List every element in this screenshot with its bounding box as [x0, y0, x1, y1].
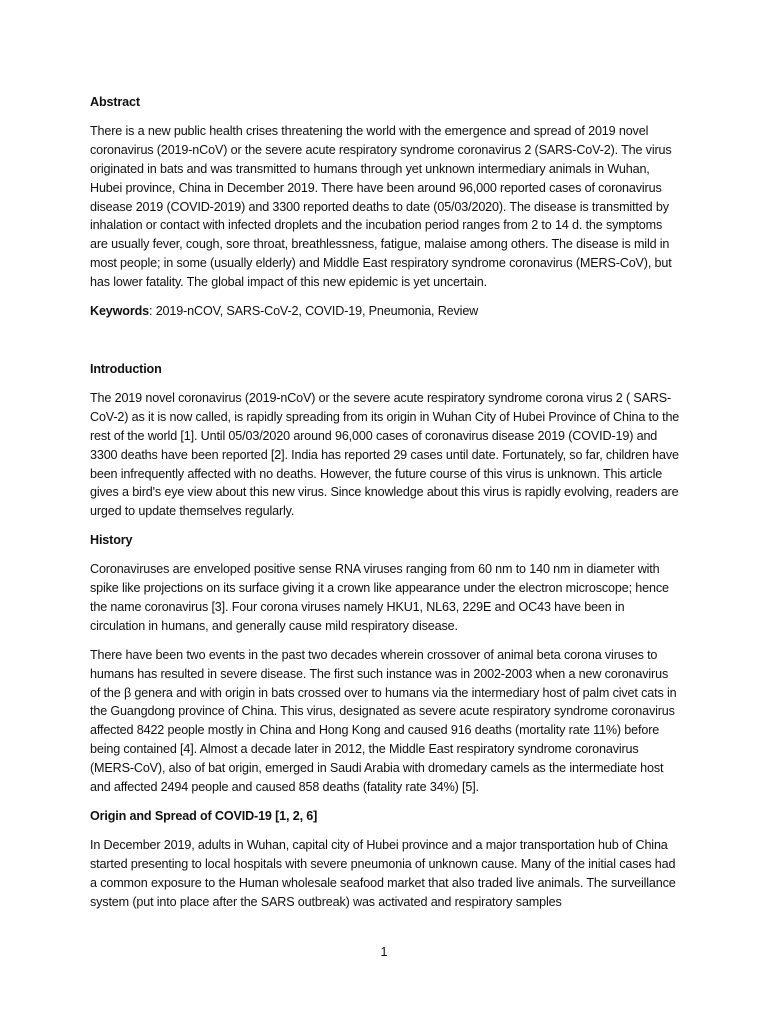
keywords-text: 2019-nCOV, SARS-CoV-2, COVID-19, Pneumonia, Review — [155, 304, 479, 319]
history-paragraph-2: There have been two events in the past two decades wherein crossover of animal beta corona viruses to humans has resulted in severe disease. The first such instance was in 2002-2003 when a new coronavirus of the β genera and with origin in bats crossed over to humans via the intermediary host of palm civet cats in the Guangdong province of China. This virus, designated as severe acute respiratory syndrome coronavirus affected 8422 people mostly in China and Hong Kong and caused 916 deaths (mortality rate 11%) before being contained [4]. Almost a decade later in 2012, the Middle East respiratory syndrome coronavirus (MERS-CoV), also of bat origin, emerged in Saudi Arabia with dromedary camels as the intermediate host and affected 2494 people and caused 858 deaths (fatality rate 34%) [5]. — [90, 647, 677, 795]
introduction-text: The 2019 novel coronavirus (2019-nCoV) or the severe acute respiratory syndrome corona virus 2 ( SARS-CoV-2) as it is now called, is rapidly spreading from its origin in Wuhan City of Hubei Province of China to the rest of the world [1]. Until 05/03/2020 around 96,000 cases of coronavirus disease 2019 (COVID-19) and 3300 deaths have been reported [2]. India has reported 29 cases until date. Fortunately, so far, children have been infrequently affected with no deaths. However, the future course of this virus is unknown. This article gives a bird's eye view about this new virus. Since knowledge about this virus is rapidly evolving, readers are urged to update themselves regularly. — [90, 390, 680, 519]
abstract-text: There is a new public health crises threatening the world with the emergence and spread of 2019 novel coronavirus (2019-nCoV) or the severe acute respiratory syndrome coronavirus 2 (SARS-CoV-2). The virus originated in bats and was transmitted to humans through yet unknown intermediary animals in Wuhan, Hubei province, China in December 2019. There have been around 96,000 reported cases of coronavirus disease 2019 (COVID-2019) and 3300 reported deaths to date (05/03/2020). The disease is transmitted by inhalation or contact with infected droplets and the incubation period ranges from 2 to 14 d. the symptoms are usually fever, cough, sore throat, breathlessness, fatigue, malaise among others. The disease is mild in most people; in some (usually elderly) and Middle East respiratory syndrome coronavirus (MERS-CoV), but has lower fatality. The global impact of this new epidemic is yet uncertain. — [90, 123, 672, 290]
keywords-label: Keywords — [90, 304, 149, 319]
origin-text: In December 2019, adults in Wuhan, capital city of Hubei province and a major transportation hub of China started presenting to local hospitals with severe pneumonia of unknown cause. Many of the initial cases had a common exposure to the Human wholesale seafood market that also traded live animals. The surveillance system (put into place after the SARS outbreak) was activated and respiratory samples — [90, 837, 676, 909]
origin-heading: Origin and Spread of COVID-19 [1, 2, 6] — [90, 809, 318, 823]
history-heading: History — [90, 533, 133, 548]
keywords-separator: : — [149, 304, 156, 319]
document-page — [90, 93, 680, 912]
abstract-heading: Abstract — [90, 95, 140, 109]
introduction-heading: Introduction — [90, 361, 162, 376]
keywords-line — [90, 302, 680, 321]
page-number: 1 — [380, 945, 388, 959]
history-paragraph-1: Coronaviruses are enveloped positive sense RNA viruses ranging from 60 nm to 140 nm in diameter with spike like projections on its surface giving it a crown like appearance under the electron microscope; hence the name coronavirus [3]. Four corona viruses namely HKU1, NL63, 229E and OC43 have been in circulation in humans, and generally cause mild respiratory disease. — [90, 562, 669, 633]
